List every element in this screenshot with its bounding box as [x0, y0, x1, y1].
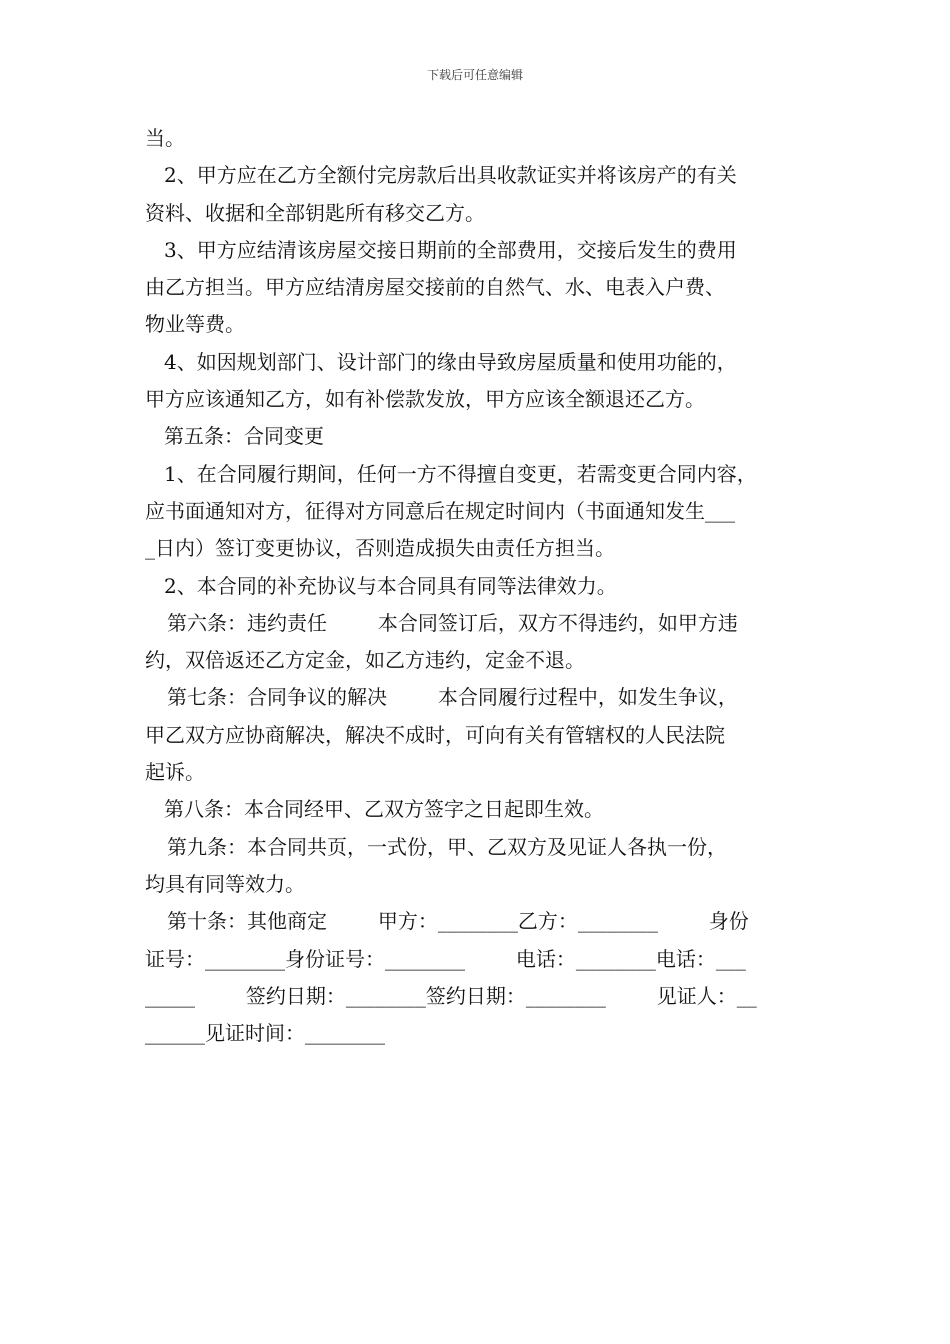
text-line: 资料、收据和全部钥匙所有移交乙方。: [145, 200, 485, 225]
clause-item-3: 3、甲方应结清该房屋交接日期前的全部费用，交接后发生的费用: [164, 237, 737, 262]
clause-item-2: 2、甲方应在乙方全额付完房款后出具收款证实并将该房产的有关: [164, 163, 737, 188]
text-line: 约，双倍返还乙方定金，如乙方违约，定金不退。: [145, 648, 585, 673]
article-5-heading: 第五条：合同变更: [164, 424, 324, 449]
clause-item-2: 2、本合同的补充协议与本合同具有同等法律效力。: [164, 573, 617, 598]
signature-fields-line: ______见证时间：________: [145, 1021, 385, 1046]
article-7: 第七条：合同争议的解决 本合同履行过程中，如发生争议，: [167, 685, 738, 710]
text-line: _日内）签订变更协议，否则造成损失由责任方担当。: [145, 536, 615, 561]
text-line: 物业等费。: [145, 312, 245, 337]
text-line: 均具有同等效力。: [145, 871, 305, 896]
signature-fields-line: 证号：________身份证号：________ 电话：________电话：___: [145, 946, 746, 971]
page-header: 下载后可任意编辑: [426, 68, 523, 82]
article-10-signature-fields: 第十条：其他商定 甲方：________乙方：________ 身份: [167, 909, 749, 934]
text-line: 甲方应该通知乙方，如有补偿款发放，甲方应该全额退还乙方。: [145, 387, 705, 412]
clause-item-1: 1、在合同履行期间，任何一方不得擅自变更，若需变更合同内容，: [164, 461, 757, 486]
article-6: 第六条：违约责任 本合同签订后，双方不得违约，如甲方违: [167, 610, 738, 635]
contract-body: [145, 120, 810, 1052]
article-9: 第九条：本合同共页，一式份，甲、乙双方及见证人各执一份，: [167, 834, 727, 859]
text-line: 应书面通知对方，征得对方同意后在规定时间内（书面通知发生___: [145, 498, 735, 523]
text-line: 当。: [145, 126, 185, 150]
article-8: 第八条：本合同经甲、乙双方签字之日起即生效。: [164, 797, 604, 822]
text-line: 起诉。: [145, 760, 205, 785]
signature-fields-line: _____ 签约日期：________签约日期：________ 见证人：__: [145, 983, 757, 1008]
text-line: 甲乙双方应协商解决，解决不成时，可向有关有管辖权的人民法院: [145, 722, 725, 747]
clause-item-4: 4、如因规划部门、设计部门的缘由导致房屋质量和使用功能的，: [164, 349, 737, 374]
text-line: 由乙方担当。甲方应结清房屋交接前的自然气、水、电表入户费、: [145, 275, 725, 300]
